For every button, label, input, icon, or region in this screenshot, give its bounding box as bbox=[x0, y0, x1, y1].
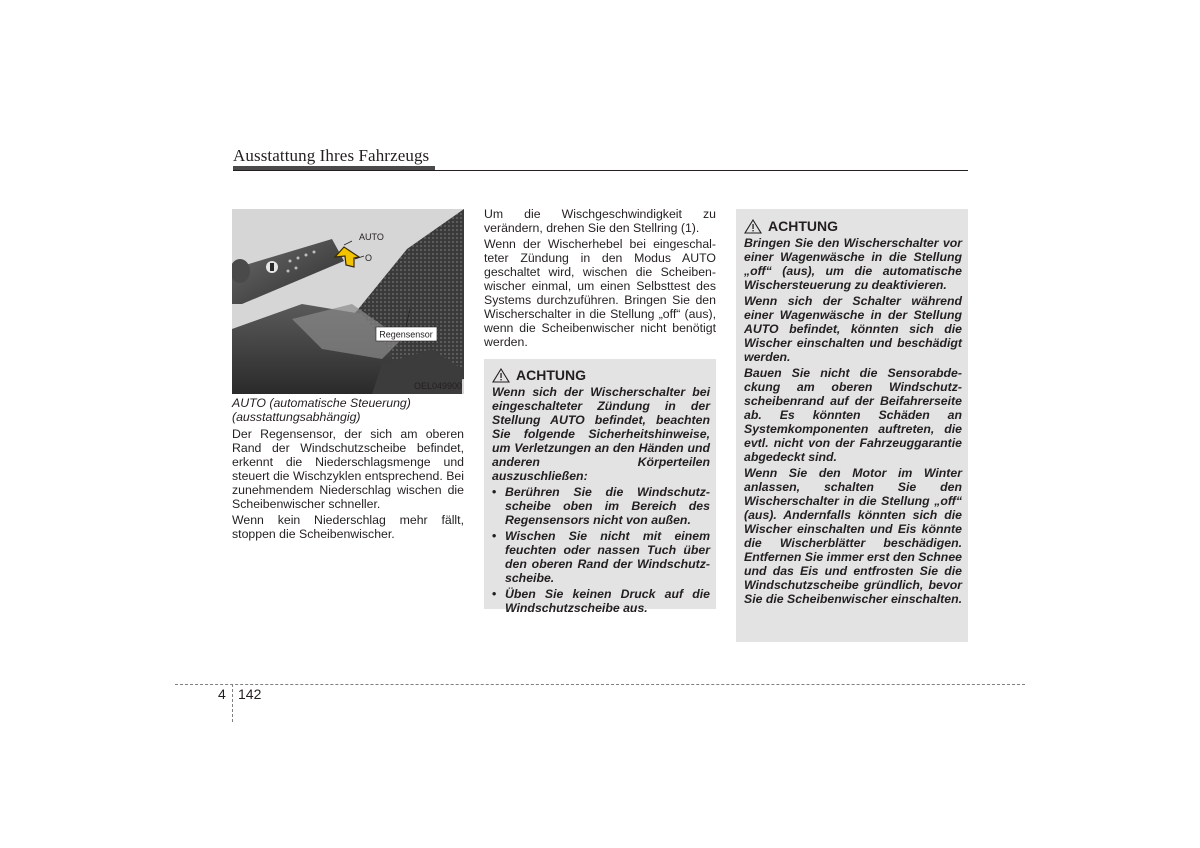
warning-heading bbox=[492, 367, 710, 383]
page-number: 142 bbox=[238, 686, 262, 702]
footer-divider bbox=[175, 684, 1025, 685]
section-number: 4 bbox=[218, 686, 226, 702]
paragraph: Um die Wischgeschwindigkeit zu verändern, drehen Sie den Stellring (1). bbox=[484, 207, 716, 235]
warning-body bbox=[492, 385, 710, 615]
column-2-text bbox=[484, 207, 716, 351]
wiper-switch-figure bbox=[232, 209, 464, 394]
warning-triangle-icon bbox=[492, 368, 510, 383]
list-item: • Wischen Sie nicht mit einem feuchten oder nassen Tuch über den oberen Rand der Windschutzscheibe. bbox=[492, 529, 710, 585]
warning-body bbox=[744, 236, 962, 606]
paragraph: Wenn sich der Schalter während einer Wagenwäsche in der Stellung AUTO befindet, könnten sich die Wischer einschalten und beschädigt werden. bbox=[744, 294, 962, 364]
warning-intro: Wenn sich der Wischerschalter bei eingeschalteter Zündung in der Stellung AUTO befindet, beachten Sie folgende Sicherheitshinweise, um Verletzungen an den Händen und anderen Körperteilen auszuschließen: bbox=[492, 385, 710, 483]
warning-heading bbox=[744, 218, 962, 234]
caption-line-2: (ausstattungsabhängig) bbox=[232, 410, 361, 424]
label-sensor: Regensensor bbox=[379, 329, 433, 340]
paragraph: Wenn kein Niederschlag mehr fällt, stoppen die Scheibenwischer. bbox=[232, 513, 464, 541]
warning-heading-text: ACHTUNG bbox=[768, 218, 838, 234]
footer-vertical-divider bbox=[232, 684, 233, 722]
label-o: O bbox=[365, 253, 373, 263]
paragraph: Wenn der Wischerhebel bei eingeschalteter Zündung in den Modus AUTO geschaltet wird, wischen die Scheibenwischer einmal, um einen Selbsttest des Systems durchzuführen. Bringen Sie den Wischerschalter in die Stellung „off“ (aus), wenn die Scheibenwischer nicht benötigt werden. bbox=[484, 237, 716, 349]
paragraph: Wenn Sie den Motor im Winter anlassen, schalten Sie den Wischerschalter in die Stellung „off“ (aus). Andernfalls könnten sich die Wischer einschalten und Eis könnte die Wischerblätter beschädigen. Entfernen Sie immer erst den Schnee und das Eis und entfrosten Sie die Windschutzscheibe gründlich, bevor Sie die Scheibenwischer einschalten. bbox=[744, 466, 963, 606]
warning-box-1 bbox=[484, 359, 716, 615]
paragraph: Bauen Sie nicht die Sensorabdeckung am oberen Windschutzscheibenrand auf der Beifahrerseite ab. Es könnten Schäden an Systemkomponenten auftreten, die evtl. nicht von der Fahrzeuggarantie abgedeckt sind. bbox=[744, 366, 962, 464]
list-item: • Üben Sie keinen Druck auf die Windschutzscheibe aus. bbox=[492, 587, 710, 615]
caption-line-1: AUTO (automatische Steuerung) bbox=[232, 396, 411, 410]
paragraph: Der Regensensor, der sich am oberen Rand der Windschutzscheibe befindet, erkennt die Niederschlagsmenge und steuert die Wischzyklen entsprechend. Bei zunehmendem Niederschlag wischen die Scheibenwischer schneller. bbox=[232, 427, 464, 511]
warning-list bbox=[492, 485, 710, 615]
page-title: Ausstattung Ihres Fahrzeugs bbox=[233, 146, 430, 165]
column-1-text bbox=[232, 427, 464, 543]
warning-box-2 bbox=[736, 209, 968, 642]
paragraph: Bringen Sie den Wischerschalter vor einer Wagenwäsche in die Stellung „off“ (aus), um die automatische Wischersteuerung zu deaktivieren. bbox=[744, 236, 962, 292]
label-auto: AUTO bbox=[359, 232, 384, 242]
figure-caption bbox=[232, 396, 466, 424]
title-rule bbox=[233, 170, 968, 171]
warning-triangle-icon bbox=[744, 219, 762, 234]
warning-heading-text: ACHTUNG bbox=[516, 367, 586, 383]
list-item: • Berühren Sie die Windschutzscheibe oben im Bereich des Regensensors nicht von außen. bbox=[492, 485, 710, 527]
figure-code: OEL049900 bbox=[413, 381, 462, 391]
